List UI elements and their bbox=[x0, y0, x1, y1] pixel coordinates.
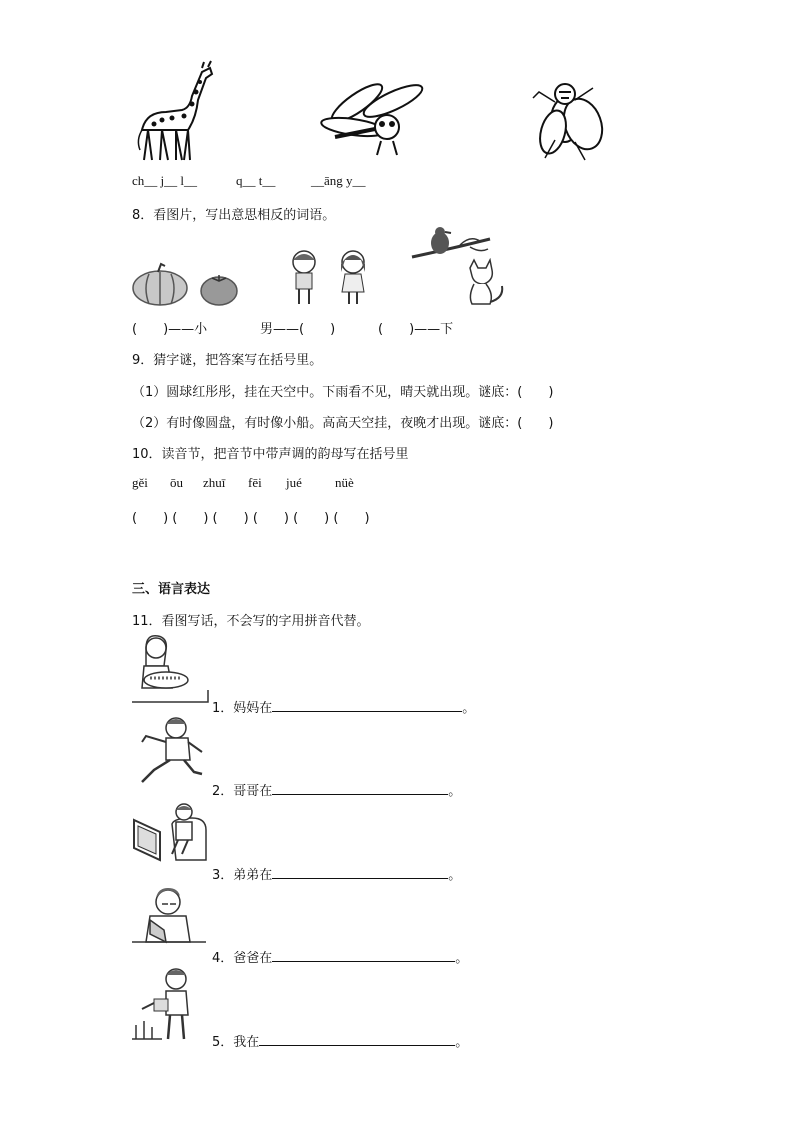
q9-item-2[interactable]: （2）有时像圆盘，有时像小船。高高天空挂，夜晚才出现。谜底：( ) bbox=[132, 416, 554, 431]
boy-icon bbox=[288, 250, 320, 306]
q11-item-2-label: 2．哥哥在 bbox=[212, 784, 273, 799]
q11-item-4[interactable] bbox=[212, 947, 468, 966]
q7-blank-3[interactable]: __āng y__ bbox=[311, 173, 366, 188]
q10-syllable-1: gěi bbox=[132, 475, 148, 490]
dragonfly-icon bbox=[315, 75, 430, 160]
q11-item-2-end: 。 bbox=[448, 784, 462, 799]
q8-title: 8．看图片，写出意思相反的词语。 bbox=[132, 208, 336, 223]
answer-line[interactable] bbox=[272, 866, 448, 879]
q11-item-5-label: 5．我在 bbox=[212, 1035, 260, 1050]
q11-item-5[interactable] bbox=[212, 1031, 468, 1050]
boy-watering-icon bbox=[132, 965, 208, 1045]
q11-item-1-label: 1．妈妈在 bbox=[212, 701, 273, 716]
answer-line[interactable] bbox=[272, 949, 455, 962]
answer-line[interactable] bbox=[272, 699, 462, 712]
answer-line[interactable] bbox=[272, 782, 448, 795]
q11-item-4-end: 。 bbox=[455, 951, 469, 966]
fly-icon bbox=[525, 80, 615, 165]
q11-item-2[interactable] bbox=[212, 780, 461, 799]
q10-brackets[interactable]: ( ) ( ) ( ) ( ) ( ) ( ) bbox=[132, 511, 370, 526]
q8-answer-2[interactable]: 男——( ) bbox=[260, 322, 336, 337]
q10-syllable-4: fēi bbox=[248, 475, 262, 490]
q8-answer-3[interactable]: ( )——下 bbox=[378, 322, 454, 337]
fox-icon bbox=[460, 258, 506, 306]
q7-blank-2[interactable]: q__ t__ bbox=[236, 173, 276, 188]
q9-item-1[interactable]: （1）圆球红彤彤，挂在天空中。下雨看不见，晴天就出现。谜底：( ) bbox=[132, 385, 554, 400]
pumpkin-icon bbox=[131, 262, 189, 306]
q11-item-4-label: 4．爸爸在 bbox=[212, 951, 273, 966]
tomato-icon bbox=[200, 272, 238, 306]
q8-answer-1[interactable]: ( )——小 bbox=[132, 322, 208, 337]
q11-item-3[interactable] bbox=[212, 864, 461, 883]
giraffe-icon bbox=[132, 60, 222, 165]
q11-item-1[interactable] bbox=[212, 697, 475, 716]
q10-syllable-3: zhuī bbox=[203, 475, 226, 490]
father-reading-icon bbox=[132, 884, 208, 948]
q10-syllable-5: jué bbox=[286, 475, 302, 490]
brother-running-icon bbox=[138, 716, 206, 788]
section-3-title: 三、语言表达 bbox=[132, 582, 211, 597]
q11-item-5-end: 。 bbox=[455, 1035, 469, 1050]
girl-icon bbox=[337, 250, 369, 306]
mother-cooking-icon bbox=[132, 632, 210, 706]
answer-line[interactable] bbox=[259, 1033, 455, 1046]
q9-title: 9．猜字谜，把答案写在括号里。 bbox=[132, 353, 323, 368]
boy-watching-tv-icon bbox=[132, 802, 208, 866]
q7-blank-1[interactable]: ch__ j__ l__ bbox=[132, 173, 197, 188]
q11-item-3-end: 。 bbox=[448, 868, 462, 883]
q11-title: 11．看图写话，不会写的字用拼音代替。 bbox=[132, 614, 370, 629]
q11-item-1-end: 。 bbox=[462, 701, 476, 716]
q10-syllable-2: ōu bbox=[170, 475, 183, 490]
q10-syllable-6: nüè bbox=[335, 475, 354, 490]
q11-item-3-label: 3．弟弟在 bbox=[212, 868, 273, 883]
q10-title: 10．读音节，把音节中带声调的韵母写在括号里 bbox=[132, 447, 409, 462]
